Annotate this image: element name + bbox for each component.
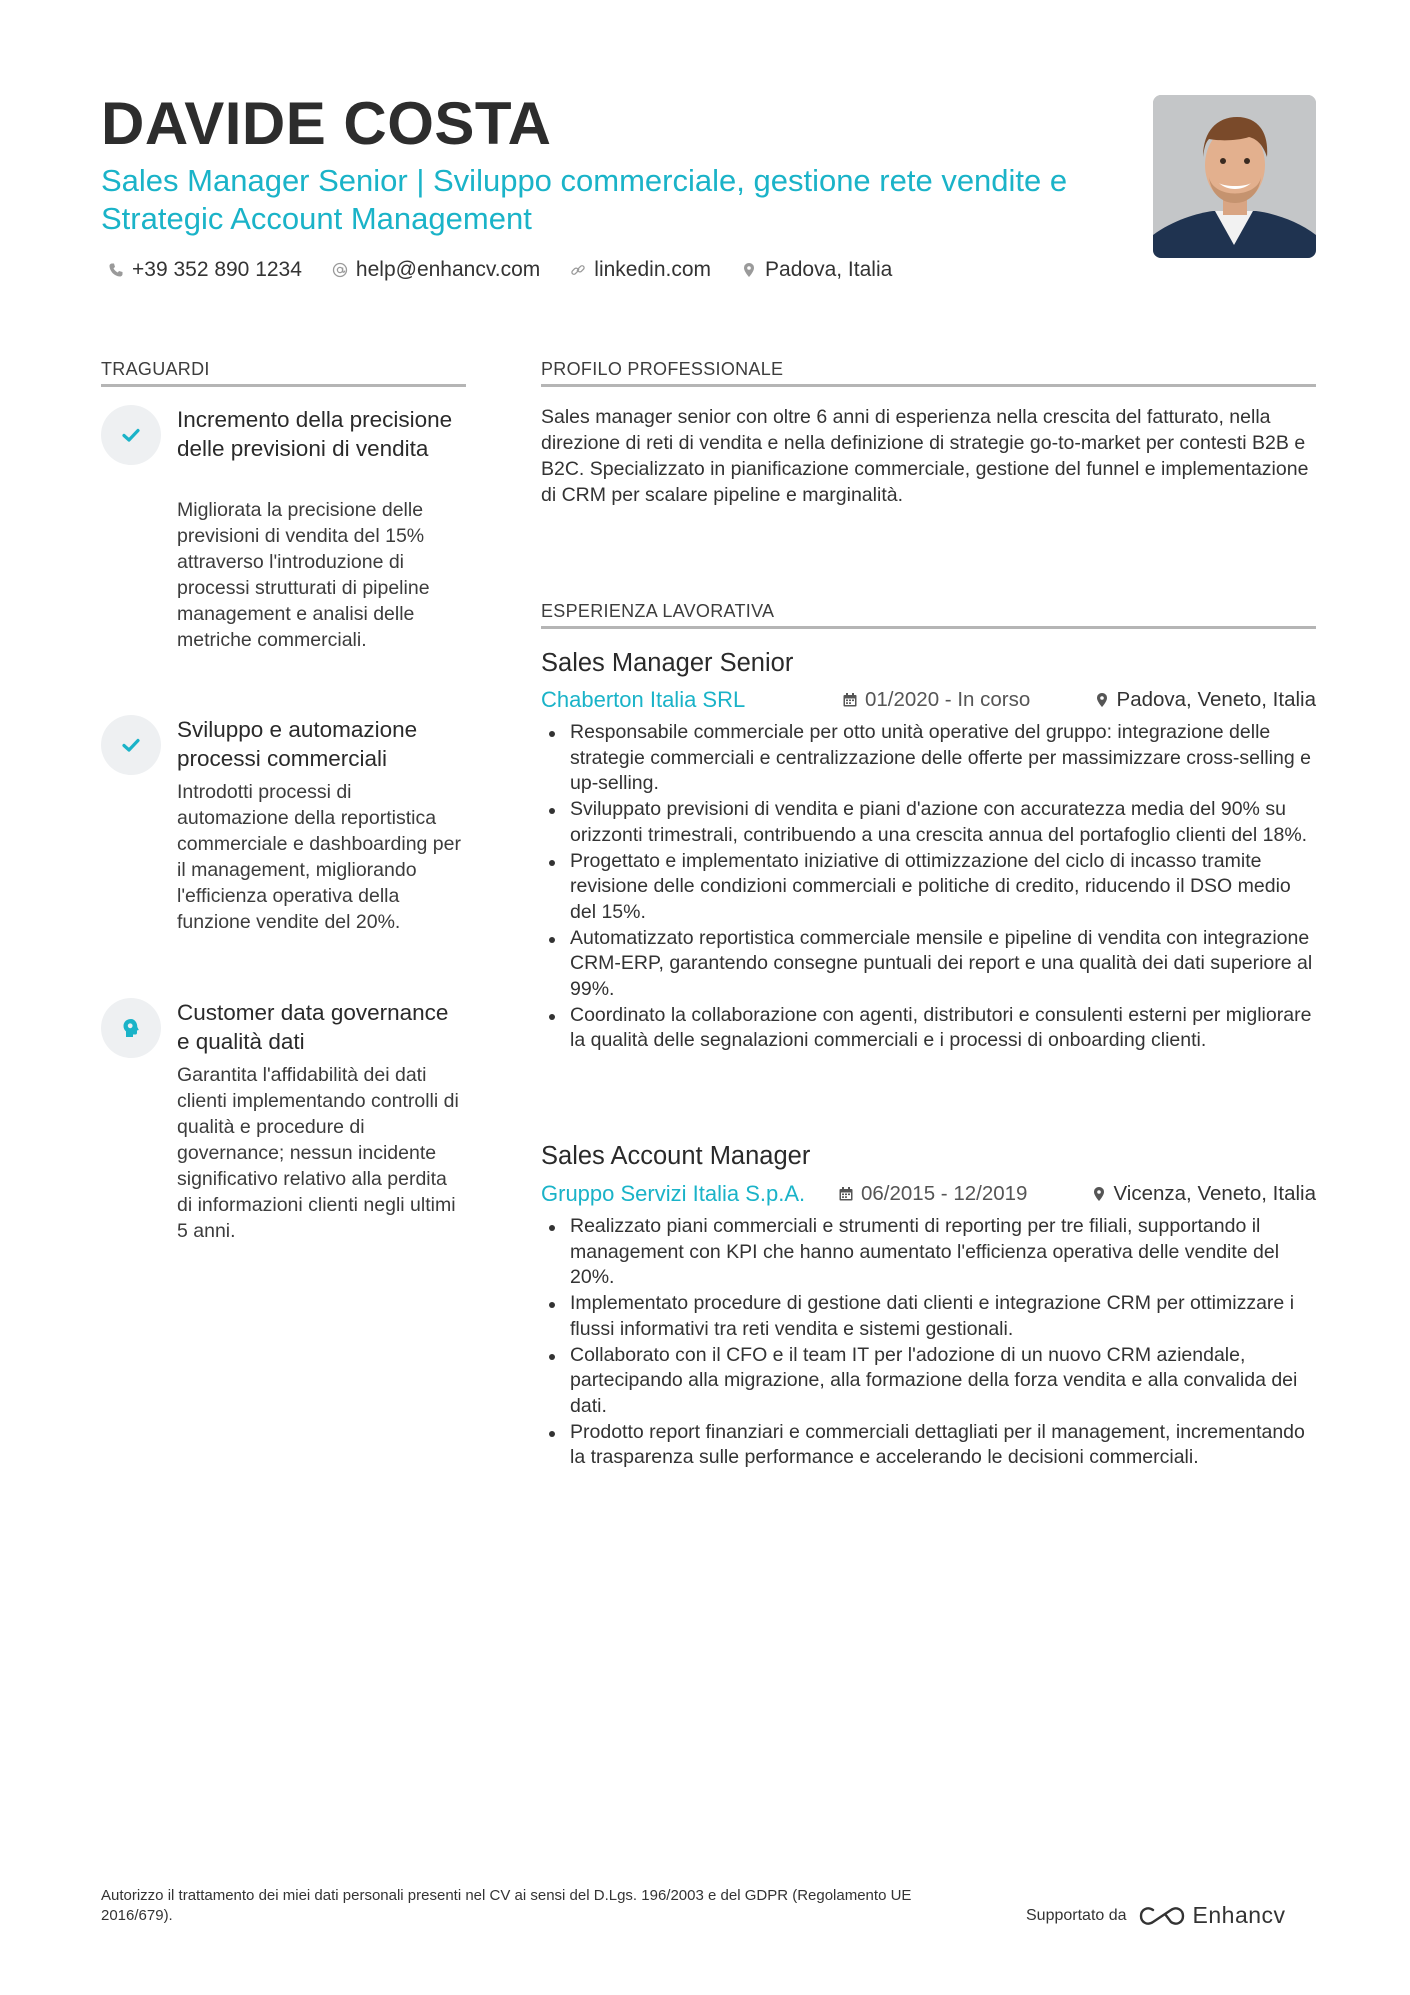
profile-photo [1153,95,1316,258]
section-title-experience: ESPERIENZA LAVORATIVA [541,600,1316,629]
link-icon [570,262,586,278]
list-item: Sviluppato previsioni di vendita e piani d'azione con accuratezza media del 90% su orizzonti trimestrali, contribuendo a una crescita annua del portafoglio clienti del 18%. [541,797,1316,848]
contact-linkedin-text: linkedin.com [594,258,712,281]
achievement-desc: Migliorata la precisione delle previsioni di vendita del 15% attraverso l'introduzione di processi strutturati di pipeline management e analisi delle metriche commerciali. [177,499,430,651]
at-icon [332,262,348,278]
head-brain-icon [119,1016,143,1040]
job-dates [838,1180,1027,1208]
job-dates [842,686,1030,714]
contact-phone-text: +39 352 890 1234 [132,258,302,281]
list-item: Collaborato con il CFO e il team IT per l'adozione di un nuovo CRM aziendale, partecipando alla migrazione, alla formazione della forza vendita e alla convalida dei dati. [541,1343,1316,1420]
checkmark-icon [119,423,143,447]
job-location-text: Vicenza, Veneto, Italia [1113,1182,1316,1205]
list-item: Realizzato piani commerciali e strumenti di reporting per tre filiali, supportando il management con KPI che hanno aumentato l'efficienza operativa delle vendite del 20%. [541,1214,1316,1291]
job-role: Sales Manager Senior [541,649,794,677]
profile-summary: Sales manager senior con oltre 6 anni di esperienza nella crescita del fatturato, nella direzione di reti di vendita e nella definizione di strategie go-to-market per contesti B2B e B2C. Specializzato in pianificazione commerciale, gestione del funnel e implementazione di CRM per scalare pipeline e marginalità. [541,406,1309,506]
job-role: Sales Account Manager [541,1142,811,1170]
location-pin-icon [741,262,757,278]
job-bullets [541,1214,1316,1471]
contact-bar [108,258,922,282]
job-meta [541,1180,1316,1210]
location-pin-icon [1091,1186,1107,1202]
achievement-item [101,998,466,1278]
checkmark-icon [119,733,143,757]
achievement-title: Incremento della precisione delle previsioni di vendita [177,407,453,461]
job-company[interactable]: Chaberton Italia SRL [541,687,746,712]
enhancv-brand-text: Enhancv [1192,1902,1286,1928]
calendar-icon [838,1186,854,1202]
achievement-icon-circle [101,715,161,775]
contact-phone[interactable] [108,258,302,282]
achievement-icon-circle [101,998,161,1058]
location-pin-icon [1094,692,1110,708]
achievement-desc: Garantita l'affidabilità dei dati clienti implementando controlli di qualità e procedure di governance; nessun incidente significativo relativo alla perdita di informazioni clienti negli ultimi 5 anni. [177,1064,459,1242]
list-item: Automatizzato reportistica commerciale mensile e pipeline di vendita con integrazione CRM-ERP, garantendo consegne puntuali dei report e una qualità dei dati superiore al 99%. [541,926,1316,1003]
achievement-title: Customer data governance e qualità dati [177,1000,449,1054]
list-item: Prodotto report finanziari e commerciali dettagliati per il management, incrementando la trasparenza sulle performance e accelerando le decisioni commerciali. [541,1420,1316,1471]
section-title-achievements: TRAGUARDI [101,358,466,387]
contact-linkedin[interactable] [570,258,711,282]
achievement-desc: Introdotti processi di automazione della reportistica commerciale e dashboarding per il management, migliorando l'efficienza operativa della funzione vendite del 20%. [177,781,461,933]
job-company[interactable]: Gruppo Servizi Italia S.p.A. [541,1181,806,1206]
contact-location-text: Padova, Italia [765,258,893,281]
phone-icon [108,262,124,278]
job-bullets [541,720,1316,1054]
privacy-consent-note: Autorizzo il trattamento dei miei dati personali presenti nel CV ai sensi del D.Lgs. 196/2003 e del GDPR (Regolamento UE 2016/679). [101,1887,912,1924]
contact-location [741,258,892,282]
job-dates-text: 06/2015 - 12/2019 [861,1182,1028,1205]
achievement-icon-circle [101,405,161,465]
job-meta [541,686,1316,716]
section-title-profile: PROFILO PROFESSIONALE [541,358,1316,387]
job-location-text: Padova, Veneto, Italia [1116,688,1316,711]
candidate-headline: Sales Manager Senior | Sviluppo commerciale, gestione rete vendite e Strategic Account Management [101,163,1068,236]
contact-email[interactable] [332,258,540,282]
list-item: Responsabile commerciale per otto unità operative del gruppo: integrazione delle strategie commerciali e centralizzazione delle offerte per massimizzare cross-selling e up-selling. [541,720,1316,797]
achievement-item [101,405,466,685]
job-dates-text: 01/2020 - In corso [865,688,1031,711]
contact-email-text: help@enhancv.com [355,258,541,281]
candidate-name: DAVIDE COSTA [101,90,552,157]
list-item: Implementato procedure di gestione dati clienti e integrazione CRM per ottimizzare i flussi informativi tra reti vendita e sistemi gestionali. [541,1291,1316,1342]
job-location [1091,1180,1317,1208]
list-item: Coordinato la collaborazione con agenti, distributori e consulenti esterni per migliorare la qualità delle segnalazioni commerciali e i processi di onboarding clienti. [541,1003,1316,1054]
achievement-item [101,715,466,965]
list-item: Progettato e implementato iniziative di ottimizzazione del ciclo di incasso tramite revisione delle condizioni commerciali e politiche di credito, riducendo il DSO medio del 15%. [541,849,1316,926]
powered-by[interactable] [1026,1902,1286,1929]
achievement-title: Sviluppo e automazione processi commerciali [177,717,418,771]
enhancv-logo[interactable] [1139,1902,1286,1929]
calendar-icon [842,692,858,708]
powered-by-label: Supportato da [1026,1906,1127,1924]
job-location [1094,686,1316,714]
